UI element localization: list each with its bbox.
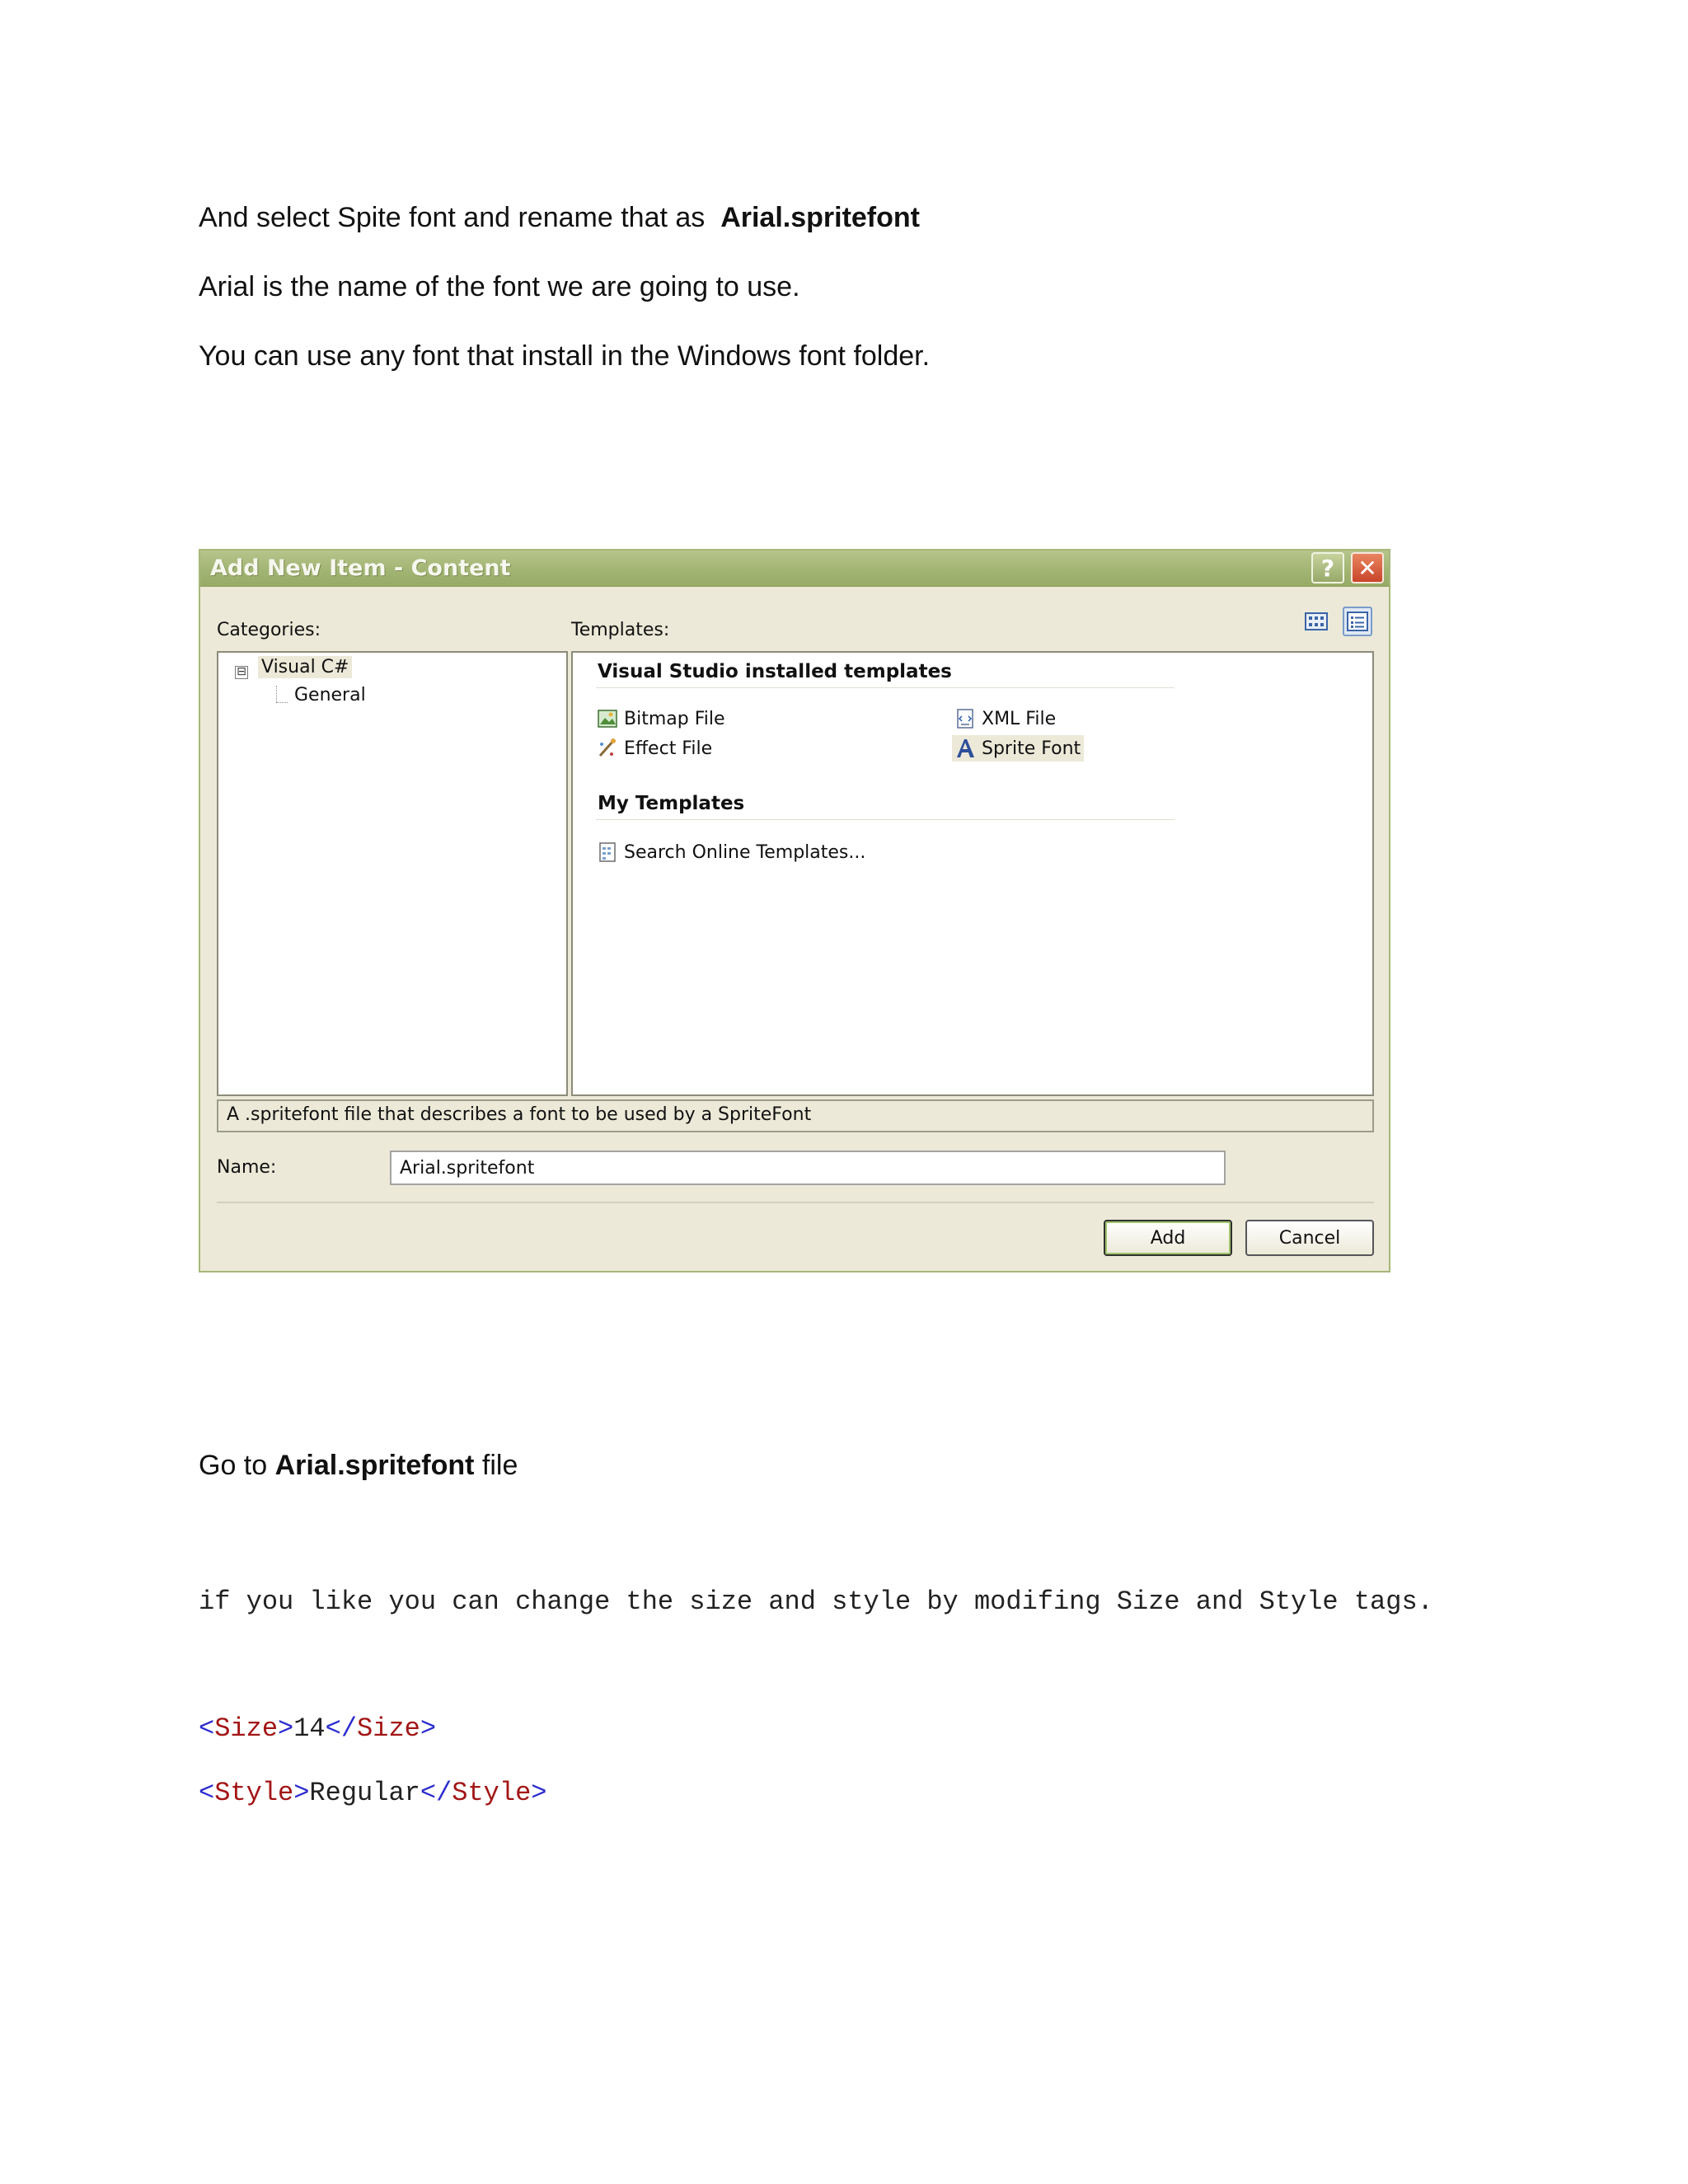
section-divider [596,819,1175,820]
intro-line-1-text: And select Spite font and rename that as [199,202,706,233]
bitmap-file-icon [596,707,619,730]
goto-suffix: file [481,1450,518,1481]
style-open-lt: < [199,1778,215,1808]
categories-label: Categories: [217,620,321,640]
goto-filename: Arial.spritefont [274,1450,475,1481]
template-effect-file[interactable] [594,735,715,762]
template-sprite-label: Sprite Font [982,738,1081,759]
template-search-online[interactable] [594,839,869,865]
add-new-item-dialog [199,549,1390,1272]
style-open-gt: > [293,1778,310,1808]
code-style-line [199,1777,546,1810]
intro-line-3: You can use any font that install in the Windows font folder. [199,340,931,372]
style-value: Regular [309,1778,420,1808]
templates-panel[interactable] [571,651,1374,1096]
intro-line-1-filename: Arial.spritefont [720,202,920,233]
add-button[interactable]: Add [1104,1220,1232,1256]
categories-panel[interactable] [217,651,568,1096]
style-open-tag: Style [214,1778,294,1808]
size-open-gt: > [278,1713,294,1744]
intro-line-2: Arial is the name of the font we are going to use. [199,271,800,302]
cancel-button[interactable]: Cancel [1245,1220,1374,1256]
templates-label: Templates: [571,620,670,640]
tree-node-general[interactable]: General [294,685,366,705]
effect-file-icon [596,737,619,760]
goto-prefix: Go to [199,1450,268,1481]
large-icons-view-icon[interactable] [1301,607,1331,636]
intro-line-1 [199,201,920,234]
size-value: 14 [293,1713,326,1744]
size-open-tag: Size [214,1713,279,1744]
tree-connector-line [276,686,277,702]
code-size-line [199,1713,436,1746]
help-button[interactable]: ? [1311,552,1344,583]
template-bitmap-file[interactable] [594,705,729,732]
goto-line [199,1449,518,1482]
small-icons-view-icon[interactable] [1343,607,1372,636]
template-description: A .spritefont file that describes a font to be used by a SpriteFont [217,1099,1374,1132]
dialog-title: Add New Item - Content [210,555,511,581]
tree-connector-branch [276,702,288,703]
size-open-lt: < [199,1713,215,1744]
name-label: Name: [217,1157,277,1178]
name-input[interactable] [390,1151,1226,1185]
my-templates-heading: My Templates [598,793,745,814]
close-button[interactable]: ✕ [1351,552,1384,583]
template-search-label: Search Online Templates... [624,841,866,863]
style-close-lt: </ [420,1778,452,1808]
section-divider [596,687,1175,688]
size-close-lt: </ [325,1713,358,1744]
template-sprite-font[interactable] [952,735,1084,762]
style-close-gt: > [531,1778,547,1808]
code-comment: if you like you can change the size and style by modifing Size and Style tags. [199,1586,1433,1617]
size-close-tag: Size [357,1713,420,1744]
xml-file-icon [954,707,977,730]
template-effect-label: Effect File [624,738,713,759]
dialog-titlebar[interactable] [200,551,1389,587]
sprite-font-icon [954,737,977,760]
size-close-gt: > [420,1713,437,1744]
template-bitmap-label: Bitmap File [624,708,725,729]
tree-node-visual-csharp[interactable]: Visual C# [258,656,352,678]
button-separator [217,1202,1374,1203]
style-close-tag: Style [452,1778,532,1808]
collapse-icon[interactable]: ⊟ [235,666,248,679]
search-online-icon [596,841,619,864]
template-xml-label: XML File [982,708,1057,729]
installed-templates-heading: Visual Studio installed templates [598,661,952,682]
template-xml-file[interactable] [952,705,1059,732]
